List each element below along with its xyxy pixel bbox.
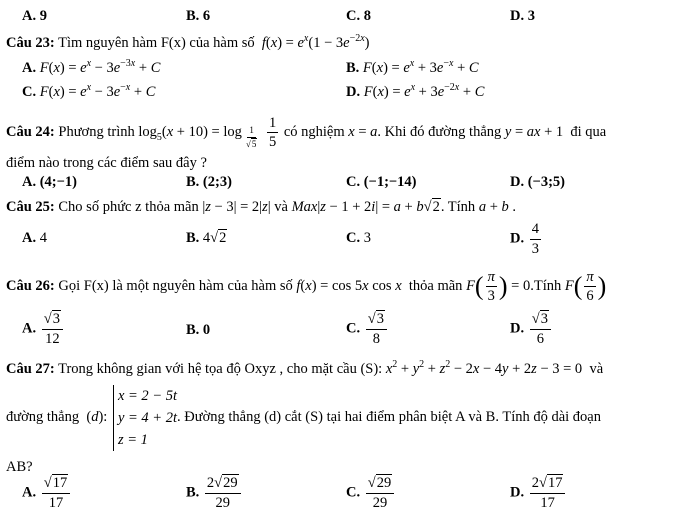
q26-option-b: B. 0 bbox=[186, 322, 211, 338]
q22-option-b: B. 6 bbox=[186, 8, 211, 24]
q22-option-d: D. 3 bbox=[510, 8, 535, 24]
q27-option-d: D. $\frac{2√ 17}{17}$ bbox=[510, 476, 567, 510]
q23-stem: Câu 23: Tìm nguyên hàm F(x) của hàm số $f(x) = e^x(1 - 3e^{-2x})$ bbox=[6, 33, 370, 51]
q26-option-d: D. √ $\frac{3}{6}$ bbox=[510, 312, 553, 346]
q25-option-c: C. 3 bbox=[346, 230, 371, 246]
q27-stem: Câu 27: Trong không gian với hệ tọa độ Oxyz , cho mặt cầu (S): $x^2 + y^2 + z^2 - 2x - 4y + 2z - 3 = 0$ và bbox=[6, 359, 604, 377]
q25-stem: Câu 25: Cho số phức z thỏa mãn |z − 3| = 2|z| và Max|z − 1 + 2i| = a + b√ 2. Tính a + b . bbox=[6, 198, 684, 216]
q22-option-a: A. 9 bbox=[22, 8, 47, 24]
q27-stem-cont: AB? bbox=[6, 459, 33, 475]
q25-option-d: D. $\frac{4}{3}$ bbox=[510, 221, 539, 257]
q26-option-c: C. √ $\frac{3}{8}$ bbox=[346, 312, 389, 346]
q24-option-a: A. (4;−1) bbox=[22, 174, 77, 190]
q25-option-b: B. 4√ 2 bbox=[186, 230, 227, 247]
q27-option-b: B. $\frac{2√ 29}{29}$ bbox=[186, 476, 243, 510]
q22-option-c: C. 8 bbox=[346, 8, 371, 24]
q24-option-b: B. (2;3) bbox=[186, 174, 232, 190]
q23-option-b: B. $F(x) = e^x + 3e^{-x} + C$ bbox=[346, 58, 479, 76]
q26-stem: Câu 26: Gọi F(x) là một nguyên hàm của hàm số f(x) = cos 5x cos x thỏa mãn F( $\frac{\pi}{3}$ ) = 0.Tính F( $\frac{\pi}{6}$ ) bbox=[6, 268, 607, 305]
q25-option-a: A. 4 bbox=[22, 230, 47, 246]
q27-stem-line: đường thẳng (d): x = 2 − 5t y = 4 + 2t z = 1 . Đường thẳng (d) cắt (S) tại hai điểm phân biệt A và B. Tính độ dài đoạn bbox=[6, 384, 684, 451]
q23-option-d: D. $F(x) = e^x + 3e^{-2x} + C$ bbox=[346, 82, 485, 100]
line-system: x = 2 − 5t y = 4 + 2t z = 1 bbox=[113, 385, 177, 451]
q26-option-a: A. √ $\frac{3}{12}$ bbox=[22, 312, 65, 346]
q24-option-c: C. (−1;−14) bbox=[346, 174, 417, 190]
q27-option-a: A. √ $\frac{17}{17}$ bbox=[22, 476, 72, 510]
q24-stem: Câu 24: Phương trình $\log_5(x + 10) = \log$ $_{1 √ 5}$ $\frac{1}{5}$ có nghiệm x = a. Khi đó đường thẳng y = ax + 1 đi qua bbox=[6, 114, 684, 150]
q27-option-c: C. √ $\frac{29}{29}$ bbox=[346, 476, 396, 510]
q24-stem-cont: điểm nào trong các điểm sau đây ? bbox=[6, 155, 207, 171]
q23-option-c: C. $F(x) = e^x - 3e^{-x} + C$ bbox=[22, 82, 156, 100]
q23-option-a: A. $F(x) = e^x - 3e^{-3x} + C$ bbox=[22, 58, 161, 76]
q24-option-d: D. (−3;5) bbox=[510, 174, 565, 190]
